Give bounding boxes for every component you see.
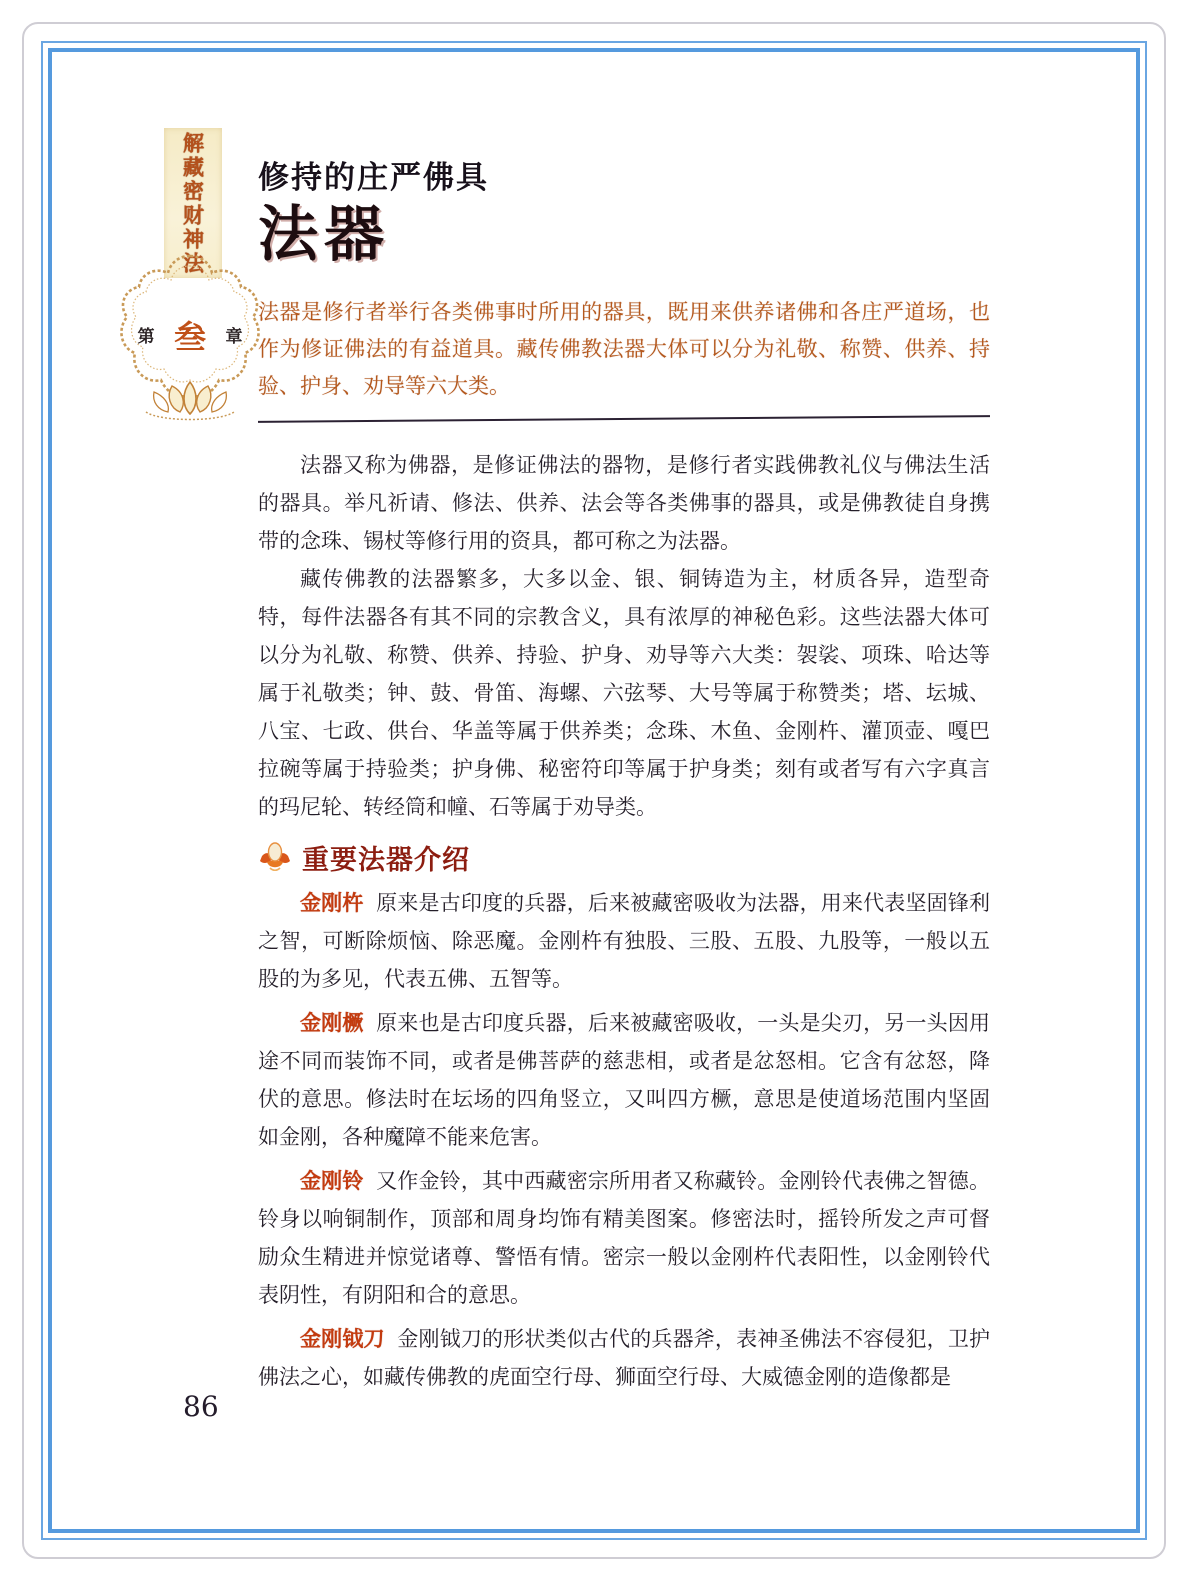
chapter-suffix: 章: [225, 327, 243, 347]
body-paragraph: 法器又称为佛器，是修证佛法的器物，是修行者实践佛教礼仪与佛法生活的器具。举凡祈请、修法、供养、法会等各类佛事的器具，或是佛教徒自身携带的念珠、锡杖等修行用的资具，都可称之为法器。: [258, 453, 990, 553]
body-paragraphs: [258, 446, 990, 826]
instrument-term: 金刚钺刀: [300, 1326, 385, 1351]
page-subtitle: 修持的庄严佛具: [258, 160, 489, 196]
page-content: [258, 152, 990, 1396]
chapter-ornament-icon: [110, 246, 270, 426]
page-number: 86: [183, 1390, 219, 1423]
lotus-icon: [258, 841, 292, 873]
instrument-entry: [258, 1004, 990, 1156]
section-header: [258, 836, 990, 878]
instrument-term: 金刚铃: [300, 1168, 364, 1193]
intro-paragraph: 法器是修行者举行各类佛事时所用的器具，既用来供养诸佛和各庄严道场，也作为修证佛法的有益道具。藏传佛教法器大体可以分为礼敬、称赞、供养、持验、护身、劝导等六大类。: [258, 300, 990, 398]
instrument-entry: [258, 884, 990, 998]
instrument-term: 金刚杵: [300, 890, 364, 915]
instrument-text: 原来是古印度的兵器，后来被藏密吸收为法器，用来代表坚固锋利之智，可断除烦恼、除恶魔。金刚杵有独股、三股、五股、九股等，一般以五股的为多见，代表五佛、五智等。: [258, 891, 991, 991]
instrument-term: 金刚橛: [300, 1010, 364, 1035]
page-title: 法器: [258, 200, 390, 270]
instrument-text: 又作金铃，其中西藏密宗所用者又称藏铃。金刚铃代表佛之智德。铃身以响铜制作，顶部和周身均饰有精美图案。修密法时，摇铃所发之声可督励众生精进并惊觉诸尊、警悟有情。密宗一般以金刚杵代表阳性，以金刚铃代表阴性，有阴阳和合的意思。: [258, 1169, 991, 1307]
instrument-text: 金刚钺刀的形状类似古代的兵器斧，表神圣佛法不容侵犯，卫护佛法之心，如藏传佛教的虎面空行母、狮面空行母、大威德金刚的造像都是: [258, 1327, 991, 1389]
chapter-number: 叁: [173, 318, 207, 356]
section-title: 重要法器介绍: [302, 844, 470, 876]
instrument-entry: [258, 1320, 990, 1396]
entries: [258, 884, 990, 1396]
lotus-base: [146, 382, 234, 420]
body-paragraph: 藏传佛教的法器繁多，大多以金、银、铜铸造为主，材质各异，造型奇特，每件法器各有其不同的宗教含义，具有浓厚的神秘色彩。这些法器大体可以分为礼敬、称赞、供养、持验、护身、劝导等六大类：袈裟、项珠、哈达等属于礼敬类；钟、鼓、骨笛、海螺、六弦琴、大号等属于称赞类；塔、坛城、八宝、七政、供台、华盖等属于供养类；念珠、木鱼、金刚杵、灌顶壶、嘎巴拉碗等属于持验类；护身佛、秘密符印等属于护身类；刻有或者写有六字真言的玛尼轮、转经筒和幢、石等属于劝导类。: [258, 567, 990, 819]
instrument-entry: [258, 1162, 990, 1314]
chapter-prefix: 第: [137, 327, 155, 347]
series-title: 解藏密财神法: [180, 132, 206, 276]
section-divider: [258, 415, 990, 423]
instrument-text: 原来也是古印度兵器，后来被藏密吸收，一头是尖刃，另一头因用途不同而装饰不同，或者是佛菩萨的慈悲相，或者是忿怒相。它含有忿怒，降伏的意思。修法时在坛场的四角竖立，又叫四方橛，意思是使道场范围内坚固如金刚，各种魔障不能来危害。: [258, 1011, 991, 1149]
